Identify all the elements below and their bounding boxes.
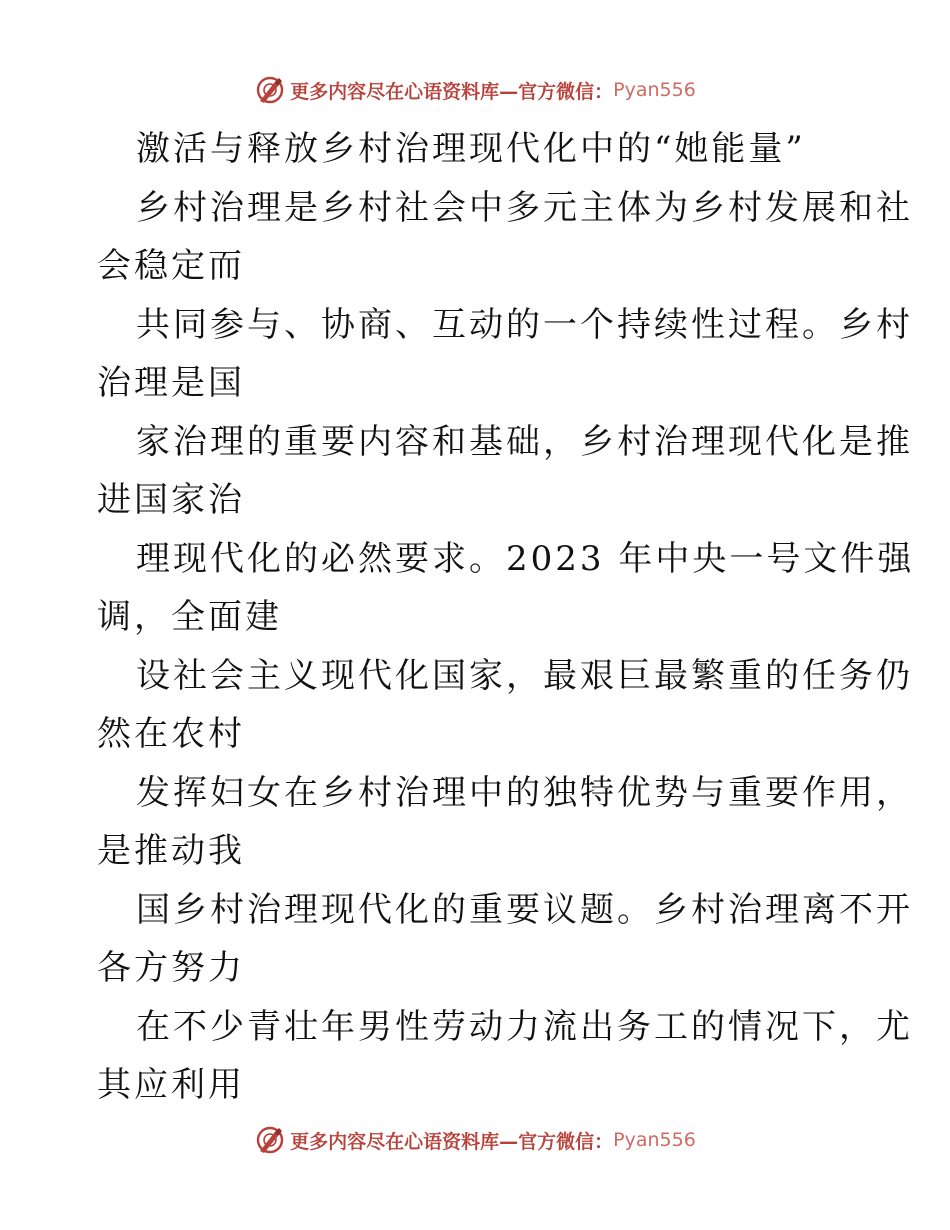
banner-wechat-handle: Pyan556 [613, 79, 696, 101]
text-line: 其应利用 [97, 1065, 245, 1105]
pen-seal-icon [254, 1124, 286, 1156]
text-line: 进国家治 [97, 480, 245, 520]
document-body [97, 120, 915, 1115]
banner-text: 更多内容尽在心语资料库—官方微信： [290, 80, 614, 103]
text-line: 激活与释放乡村治理现代化中的“她能量” [136, 129, 806, 169]
text-line: 各方努力 [97, 948, 245, 988]
text-line: 发挥妇女在乡村治理中的独特优势与重要作用， [136, 772, 913, 813]
pen-seal-icon [254, 74, 286, 106]
banner-text: 更多内容尽在心语资料库—官方微信： [290, 1130, 614, 1153]
text-line: 在不少青壮年男性劳动力流出务工的情况下，尤 [136, 1006, 913, 1047]
text-line: 调，全面建 [97, 597, 282, 637]
text-line: 设社会主义现代化国家，最艰巨最繁重的任务仍 [136, 655, 913, 696]
text-line: 乡村治理是乡村社会中多元主体为乡村发展和社 [136, 187, 913, 228]
text-line: 是推动我 [97, 831, 245, 871]
footer-banner [0, 1120, 950, 1160]
header-banner [0, 70, 950, 110]
text-line: 治理是国 [97, 363, 245, 403]
text-line: 国乡村治理现代化的重要议题。乡村治理离不开 [136, 889, 913, 930]
text-line: 共同参与、协商、互动的一个持续性过程。乡村 [136, 304, 913, 345]
banner-wechat-handle: Pyan556 [613, 1129, 696, 1151]
text-line: 然在农村 [97, 714, 245, 754]
text-line: 会稳定而 [97, 246, 245, 286]
text-line: 理现代化的必然要求。2023 年中央一号文件强 [136, 538, 915, 579]
text-line: 家治理的重要内容和基础，乡村治理现代化是推 [136, 421, 913, 462]
